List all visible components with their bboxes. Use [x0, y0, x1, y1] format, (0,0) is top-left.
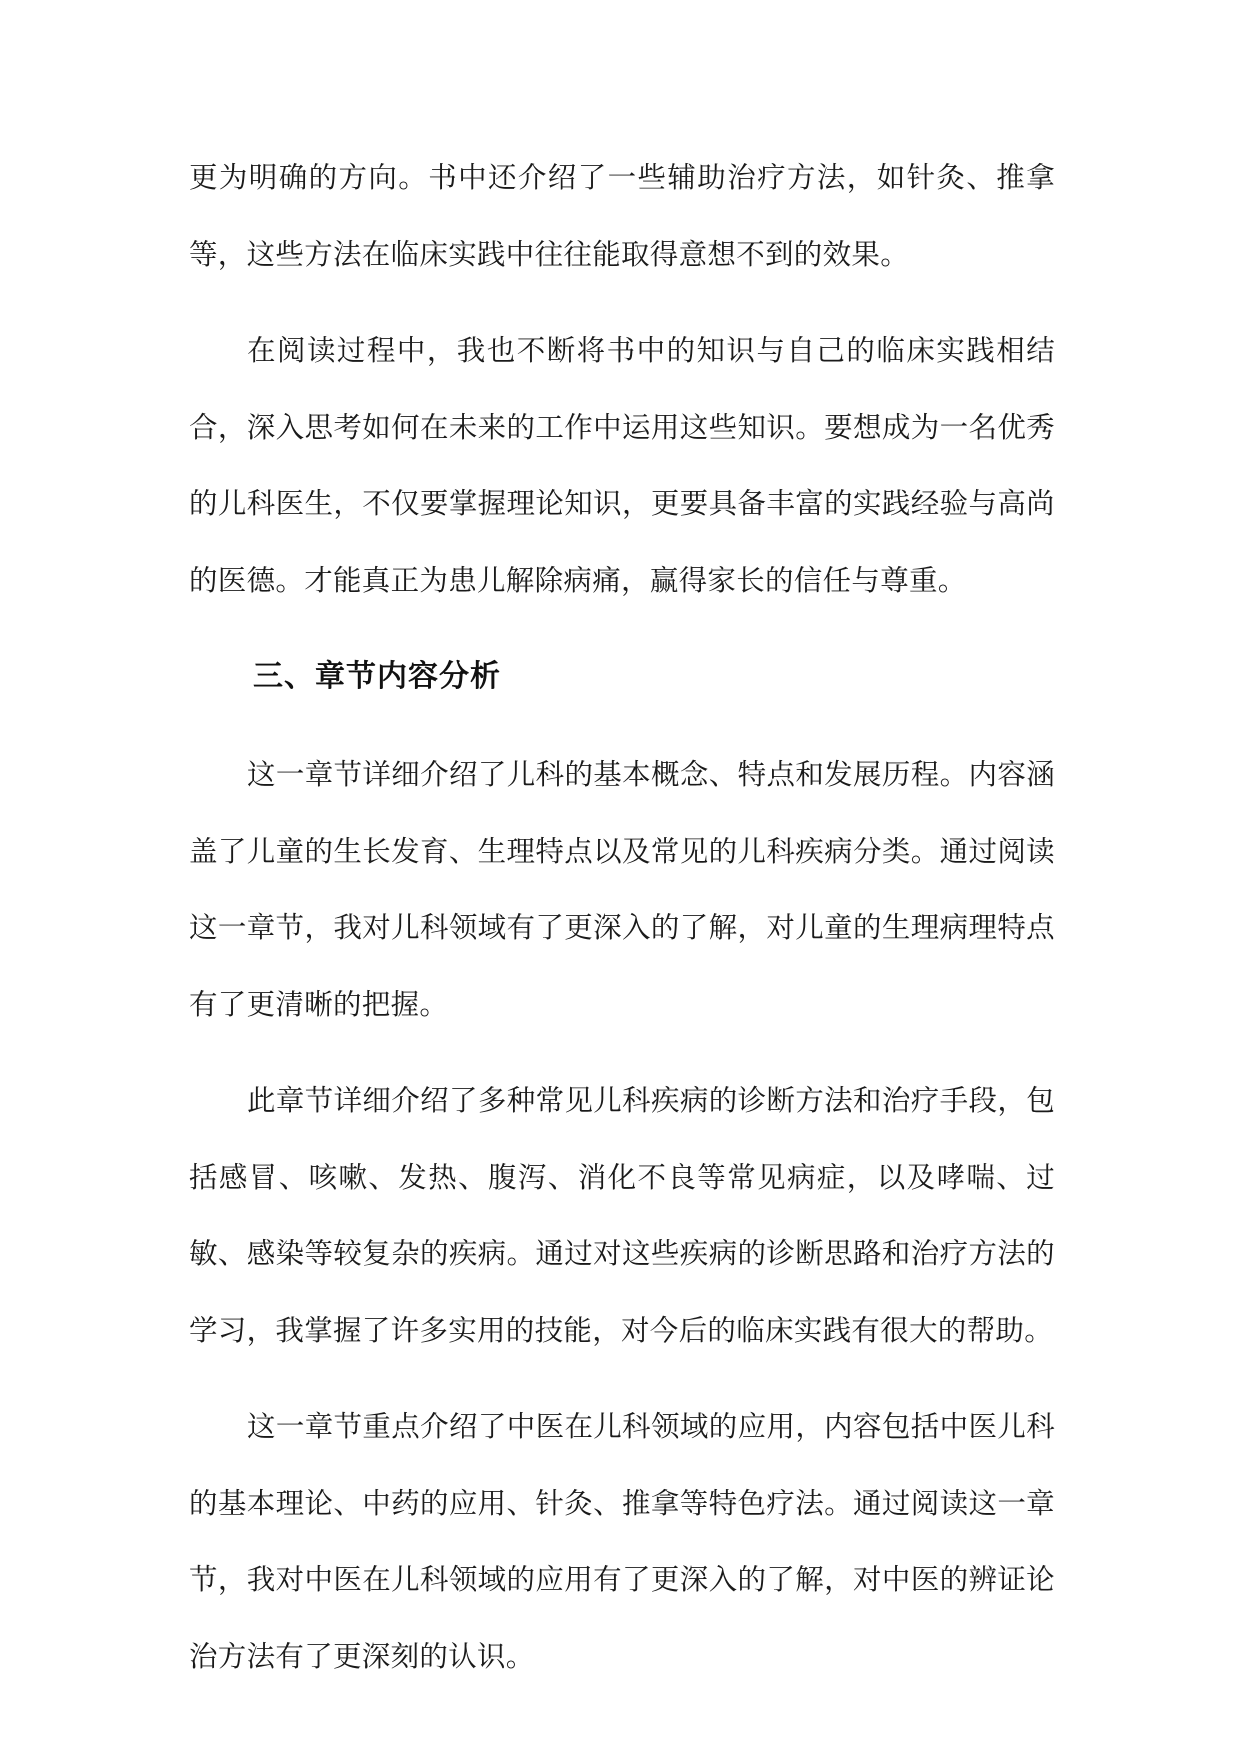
paragraph-chapter-basics: 这一章节详细介绍了儿科的基本概念、特点和发展历程。内容涵盖了儿童的生长发育、生理特点以及常见的儿科疾病分类。通过阅读这一章节，我对儿科领域有了更深入的了解，对儿童的生理病理特点有了更清晰的把握。 — [189, 758, 1055, 1021]
paragraph-continuation: 更为明确的方向。书中还介绍了一些辅助治疗方法，如针灸、推拿等，这些方法在临床实践中往往能取得意想不到的效果。 — [189, 161, 1055, 271]
document-body — [189, 140, 1055, 1715]
paragraph-chapter-tcm: 这一章节重点介绍了中医在儿科领域的应用，内容包括中医儿科的基本理论、中药的应用、针灸、推拿等特色疗法。通过阅读这一章节，我对中医在儿科领域的应用有了更深入的了解，对中医的辨证论治方法有了更深刻的认识。 — [189, 1410, 1055, 1673]
paragraph-chapter-diseases: 此章节详细介绍了多种常见儿科疾病的诊断方法和治疗手段，包括感冒、咳嗽、发热、腹泻、消化不良等常见病症，以及哮喘、过敏、感染等较复杂的疾病。通过对这些疾病的诊断思路和治疗方法的学习，我掌握了许多实用的技能，对今后的临床实践有很大的帮助。 — [189, 1084, 1055, 1347]
section-heading: 三、章节内容分析 — [253, 659, 501, 694]
paragraph-reading-reflection: 在阅读过程中，我也不断将书中的知识与自己的临床实践相结合，深入思考如何在未来的工作中运用这些知识。要想成为一名优秀的儿科医生，不仅要掌握理论知识，更要具备丰富的实践经验与高尚的医德。才能真正为患儿解除病痛，赢得家长的信任与尊重。 — [189, 334, 1055, 597]
